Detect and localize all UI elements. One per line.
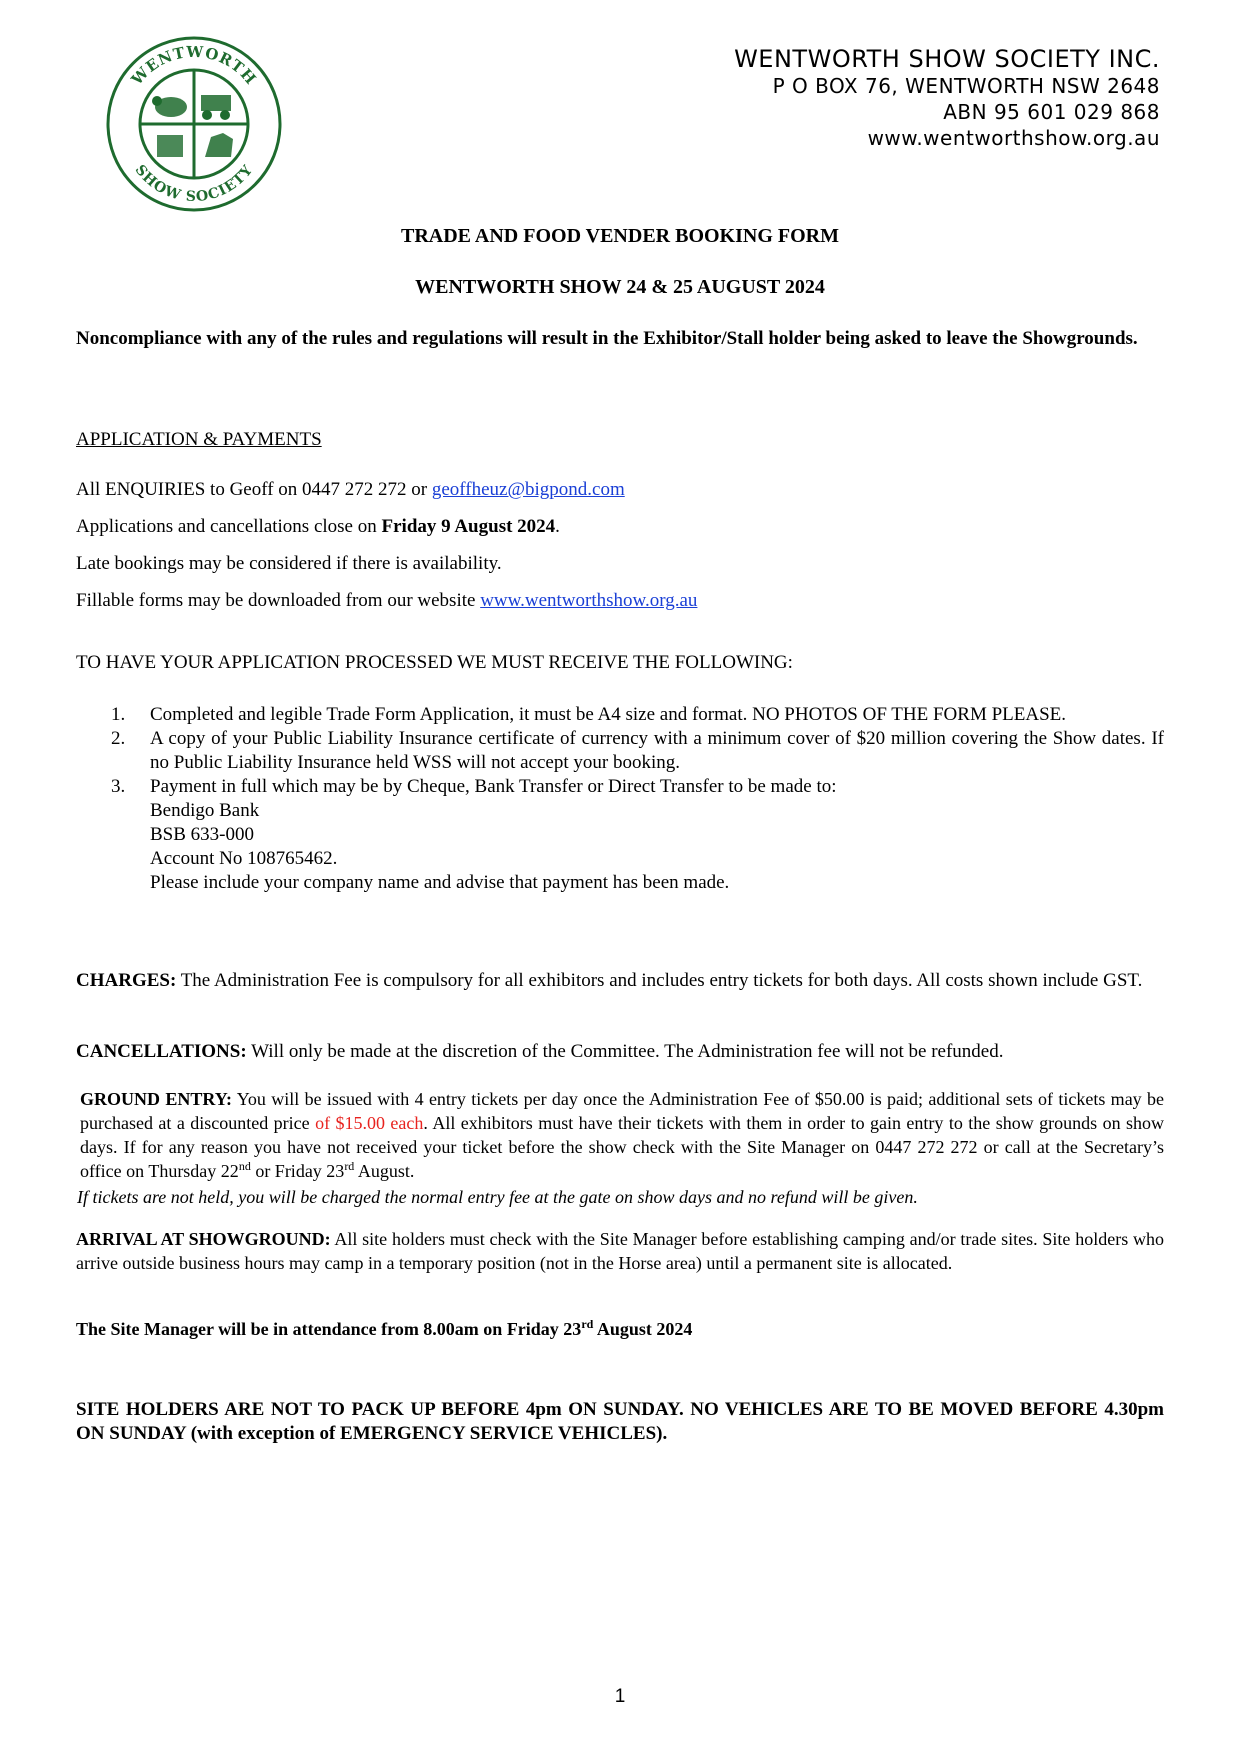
close-date-line bbox=[76, 515, 1164, 539]
close-date: Friday 9 August 2024 bbox=[381, 516, 556, 537]
fillable-forms-line bbox=[76, 589, 1164, 613]
close-text: Applications and cancellations close on bbox=[76, 516, 382, 537]
enquiries-text: All ENQUIRIES to Geoff on 0447 272 272 or bbox=[76, 479, 432, 500]
event-title: WENTWORTH SHOW 24 & 25 AUGUST 2024 bbox=[415, 276, 825, 298]
bank-bsb: BSB 633-000 bbox=[150, 824, 254, 845]
list-item-number: 2. bbox=[111, 728, 126, 749]
list-item-text: Payment in full which may be by Cheque, Bank Transfer or Direct Transfer to be made to: bbox=[150, 776, 837, 797]
charges-text: The Administration Fee is compulsory for all exhibitors and includes entry tickets for both days. All costs shown include GST. bbox=[176, 970, 1143, 991]
list-item bbox=[76, 703, 1164, 727]
ground-entry-paragraph bbox=[80, 1087, 1164, 1183]
fillable-text: Fillable forms may be downloaded from our website bbox=[76, 590, 481, 611]
bank-account: Account No 108765462. bbox=[150, 848, 338, 869]
ticket-price: of $15.00 each bbox=[315, 1113, 424, 1133]
society-logo bbox=[105, 35, 283, 213]
cancellations-label: CANCELLATIONS: bbox=[76, 1041, 247, 1062]
org-address: P O BOX 76, WENTWORTH NSW 2648 bbox=[772, 74, 1160, 98]
arrival-text: All site holders must check with the Site Manager before establishing camping and/or trade sites. Site holders who arrive outside business hours may camp in a temporary position (not in the Horse area) until a permanent site is allocated. bbox=[76, 1229, 1164, 1273]
ground-entry-text-3: or Friday 23 bbox=[250, 1161, 345, 1181]
pack-up-notice: SITE HOLDERS ARE NOT TO PACK UP BEFORE 4pm ON SUNDAY. NO VEHICLES ARE TO BE MOVED BEFORE 4.30pm ON SUNDAY (with exception of EMERGENCY SERVICE VEHICLES). bbox=[76, 1399, 1164, 1444]
bank-name: Bendigo Bank bbox=[150, 800, 260, 821]
org-website: www.wentworthshow.org.au bbox=[867, 126, 1160, 150]
org-header bbox=[734, 45, 1160, 151]
requirements-heading: TO HAVE YOUR APPLICATION PROCESSED WE MUST RECEIVE THE FOLLOWING: bbox=[76, 652, 793, 673]
page-number: 1 bbox=[614, 1686, 626, 1707]
website-link[interactable]: www.wentworthshow.org.au bbox=[480, 590, 698, 611]
cancellations-paragraph bbox=[76, 1040, 1164, 1064]
arrival-paragraph bbox=[76, 1227, 1164, 1275]
ground-entry-text-2: . All exhibitors must have their tickets with them in order to gain entry to the show grounds on show days. If for any reason you have not received your ticket before the show check with the Site Manager on 0447 272 272 or call at the Secretary’s office on Thursday 22 bbox=[80, 1113, 1165, 1181]
requirements-list bbox=[76, 703, 1164, 895]
applications-heading: APPLICATION & PAYMENTS bbox=[76, 429, 322, 450]
ground-entry-text: You will be issued with 4 entry tickets per day once the Administration Fee of $50.00 is paid; additional sets of tickets may be purchased at a discounted price bbox=[80, 1089, 1165, 1133]
close-suffix: . bbox=[555, 516, 560, 537]
late-bookings-line: Late bookings may be considered if there is availability. bbox=[76, 553, 502, 574]
cancellations-text: Will only be made at the discretion of the Committee. The Administration fee will not be refunded. bbox=[246, 1041, 1004, 1062]
form-title: TRADE AND FOOD VENDER BOOKING FORM bbox=[401, 225, 839, 247]
site-manager-line bbox=[76, 1317, 1164, 1341]
list-item bbox=[76, 775, 1164, 895]
ground-entry-text-4: August. bbox=[354, 1161, 415, 1181]
list-item-number: 3. bbox=[111, 776, 126, 797]
list-item bbox=[76, 727, 1164, 775]
arrival-label: ARRIVAL AT SHOWGROUND: bbox=[76, 1229, 331, 1249]
logo-top-text: WENTWORTH bbox=[127, 42, 261, 89]
list-item-text: A copy of your Public Liability Insurance certificate of currency with a minimum cover of $20 million covering the Show dates. If no Public Liability Insurance held WSS will not accept your booking. bbox=[150, 728, 1164, 773]
charges-paragraph bbox=[76, 969, 1164, 993]
ordinal-suffix: rd bbox=[581, 1317, 594, 1331]
ground-entry-italic-note: If tickets are not held, you will be charged the normal entry fee at the gate on show days and no refund will be given. bbox=[77, 1187, 918, 1207]
noncompliance-notice: Noncompliance with any of the rules and regulations will result in the Exhibitor/Stall holder being asked to leave the Showgrounds. bbox=[76, 328, 1138, 349]
org-name: WENTWORTH SHOW SOCIETY INC. bbox=[734, 45, 1160, 73]
payment-note: Please include your company name and advise that payment has been made. bbox=[150, 872, 730, 893]
ordinal-suffix: rd bbox=[344, 1159, 355, 1173]
ground-entry-label: GROUND ENTRY: bbox=[80, 1089, 233, 1109]
charges-label: CHARGES: bbox=[76, 970, 177, 991]
enquiries-email-link[interactable]: geoffheuz@bigpond.com bbox=[431, 479, 625, 500]
list-item-number: 1. bbox=[111, 704, 126, 725]
enquiries-line bbox=[76, 478, 1164, 502]
site-manager-text: The Site Manager will be in attendance from 8.00am on Friday 23 bbox=[76, 1319, 582, 1339]
ordinal-suffix: nd bbox=[238, 1159, 251, 1173]
site-manager-text-2: August 2024 bbox=[593, 1319, 693, 1339]
logo-bottom-text: SHOW SOCIETY bbox=[131, 162, 257, 206]
org-abn: ABN 95 601 029 868 bbox=[943, 100, 1160, 124]
list-item-text: Completed and legible Trade Form Application, it must be A4 size and format. NO PHOTOS OF THE FORM PLEASE. bbox=[150, 704, 1067, 725]
